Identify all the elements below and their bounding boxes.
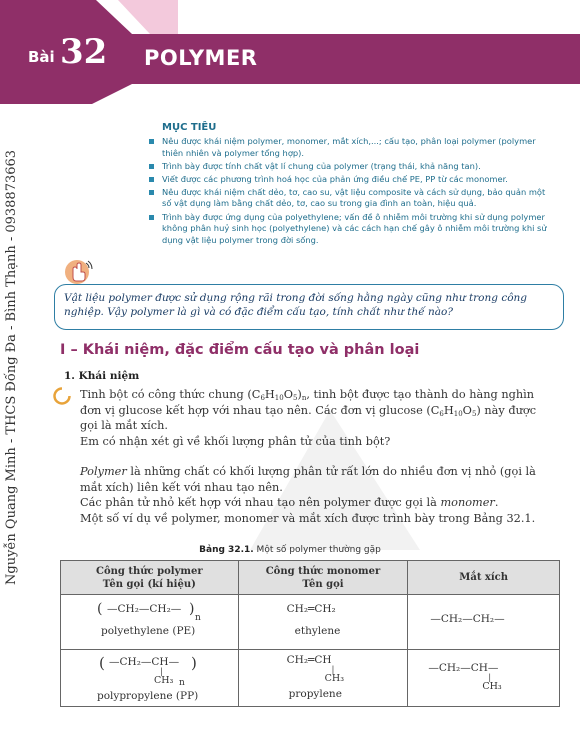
monomer-formula: CH₂═CH₂ [286,603,336,615]
question-text: Tinh bột có công thức chung (C [80,388,261,401]
question-text: , tinh bột được tạo thành do hàng nghìn đơn vị glucose kết hợp với nhau tạo nên. Các đơn vị glucose (C [80,388,534,417]
caption-text: Một số polymer thường gặp [253,545,381,555]
cell-unit [408,595,560,650]
table-caption [0,545,580,555]
subscript: 5 [471,409,477,418]
polymer-formula: —CH₂—CH— [109,656,180,668]
question-block [80,387,556,449]
objective-item: Nêu được khái niệm polymer, monomer, mắt xích,...; cấu tạo, phân loại polymer (polymer thiên nhiên và polymer tổng hợp). [148,136,548,159]
cell-monomer: CH₂═CH | CH₃ propylene [238,650,408,707]
subsection-title: 1. Khái niệm [64,370,140,382]
question-text: H [443,403,454,417]
cell-monomer [238,595,408,650]
subscript: 5 [292,394,298,402]
header-line: Tên gọi [302,578,344,590]
lesson-prefix: Bài [28,48,55,66]
unit-formula: —CH₂—CH— [428,662,499,674]
header-line: Công thức polymer [96,565,203,577]
table-row [61,595,560,650]
subscript-n: n [179,678,185,688]
monomer-branch: CH₃ [324,673,345,684]
objective-item: Trình bày được tính chất vật lí chung của polymer (trạng thái, khả năng tan). [148,161,548,173]
polymer-formula: —CH₂—CH₂— [107,603,182,615]
subscript: 10 [274,394,284,402]
question-text: O [283,388,293,401]
subscript: 10 [453,409,463,418]
question-text: O [462,403,472,417]
definition-text: Các phân tử nhỏ kết hợp với nhau tạo nên polymer được gọi là [80,496,441,509]
body-text [80,464,558,526]
objective-item: Viết được các phương trình hoá học của phản ứng điều chế PE, PP từ các monomer. [148,174,548,186]
monomer-name: propylene [288,688,342,700]
unit-branch: CH₃ [482,681,502,692]
table-row [61,650,560,707]
term: monomer [440,496,495,509]
polymer-table [60,560,560,703]
question-prompt: Em có nhận xét gì về khối lượng phân tử của tinh bột? [80,434,391,448]
subscript: n [301,394,307,402]
cell-polymer: ( —CH₂—CH— | CH₃ ) n polypropylene (PP) [61,650,239,707]
side-credit-text: Nguyễn Quang Minh - THCS Đống Đa - Bình Thạnh - 0938873663 [4,149,19,585]
question-text: ) này được gọi là mắt xích. [80,403,537,432]
objective-item: Nêu được khái niệm chất dẻo, tơ, cao su, vật liệu composite và cách sử dụng, bảo quản một số vật dụng làm bằng chất dẻo, tơ, cao su trong gia đình an toàn, hiệu quả. [148,187,548,210]
definition-text: . [494,496,499,509]
definition-text: là những chất có khối lượng phân tử rất lớn do nhiều đơn vị nhỏ (gọi là mắt xích) liên kết với nhau tạo nên. [80,465,536,494]
cell-unit: —CH₂—CH— | CH₃ [408,650,560,707]
cell-polymer: ( —CH₂—CH₂— ) n polyethylene (PE) [61,595,239,650]
header-monomer [238,561,408,595]
page-title: POLYMER [144,46,258,70]
subscript: 6 [439,409,444,418]
question-paragraph [80,387,556,434]
unit-formula: —CH₂—CH₂— [430,613,505,625]
header-accent [118,0,178,34]
monomer-name: ethylene [294,625,341,637]
polymer-branch: CH₃ [154,675,174,686]
header-unit [408,561,560,595]
header-line: Mắt xích [459,572,509,583]
polymer-name: polypropylene (PP) [97,690,199,702]
caption-label: Bảng 32.1. [199,545,254,555]
term: Polymer [80,465,127,478]
polymer-name: polyethylene (PE) [101,625,196,637]
lesson-number: 32 [60,32,108,72]
question-icon [53,387,71,405]
monomer-formula: CH₂═CH [286,654,332,666]
pointing-hand-icon [64,257,94,287]
header-polymer [61,561,239,595]
section-title: I – Khái niệm, đặc điểm cấu tạo và phân loại [60,342,420,358]
monomer-definition [80,495,558,511]
subscript: 6 [260,394,265,402]
subscript-n: n [195,613,201,623]
question-text: ) [297,388,302,401]
question-text: H [264,388,275,401]
objectives-list [148,136,548,248]
polymer-definition [80,464,558,495]
objectives-title: MỤC TIÊU [162,122,217,133]
table-header-row [61,561,560,595]
header-line: Công thức monomer [265,565,381,577]
intro-text: Vật liệu polymer được sử dụng rộng rãi trong đời sống hằng ngày cũng như trong công nghiệp. Vậy polymer là gì và có đặc điểm cấu tạo, tính chất như thế nào? [64,292,528,318]
header-line: Tên gọi (kí hiệu) [102,578,196,590]
objective-item: Trình bày được ứng dụng của polyethylene; vấn đề ô nhiễm môi trường khi sử dụng polymer không phân huỷ sinh học (polyethylene) và các cách hạn chế gây ô nhiễm môi trường khi sử dụng vật liệu polymer trong đời sống. [148,212,548,247]
table-reference: Một số ví dụ về polymer, monomer và mắt xích được trình bày trong Bảng 32.1. [80,511,536,525]
